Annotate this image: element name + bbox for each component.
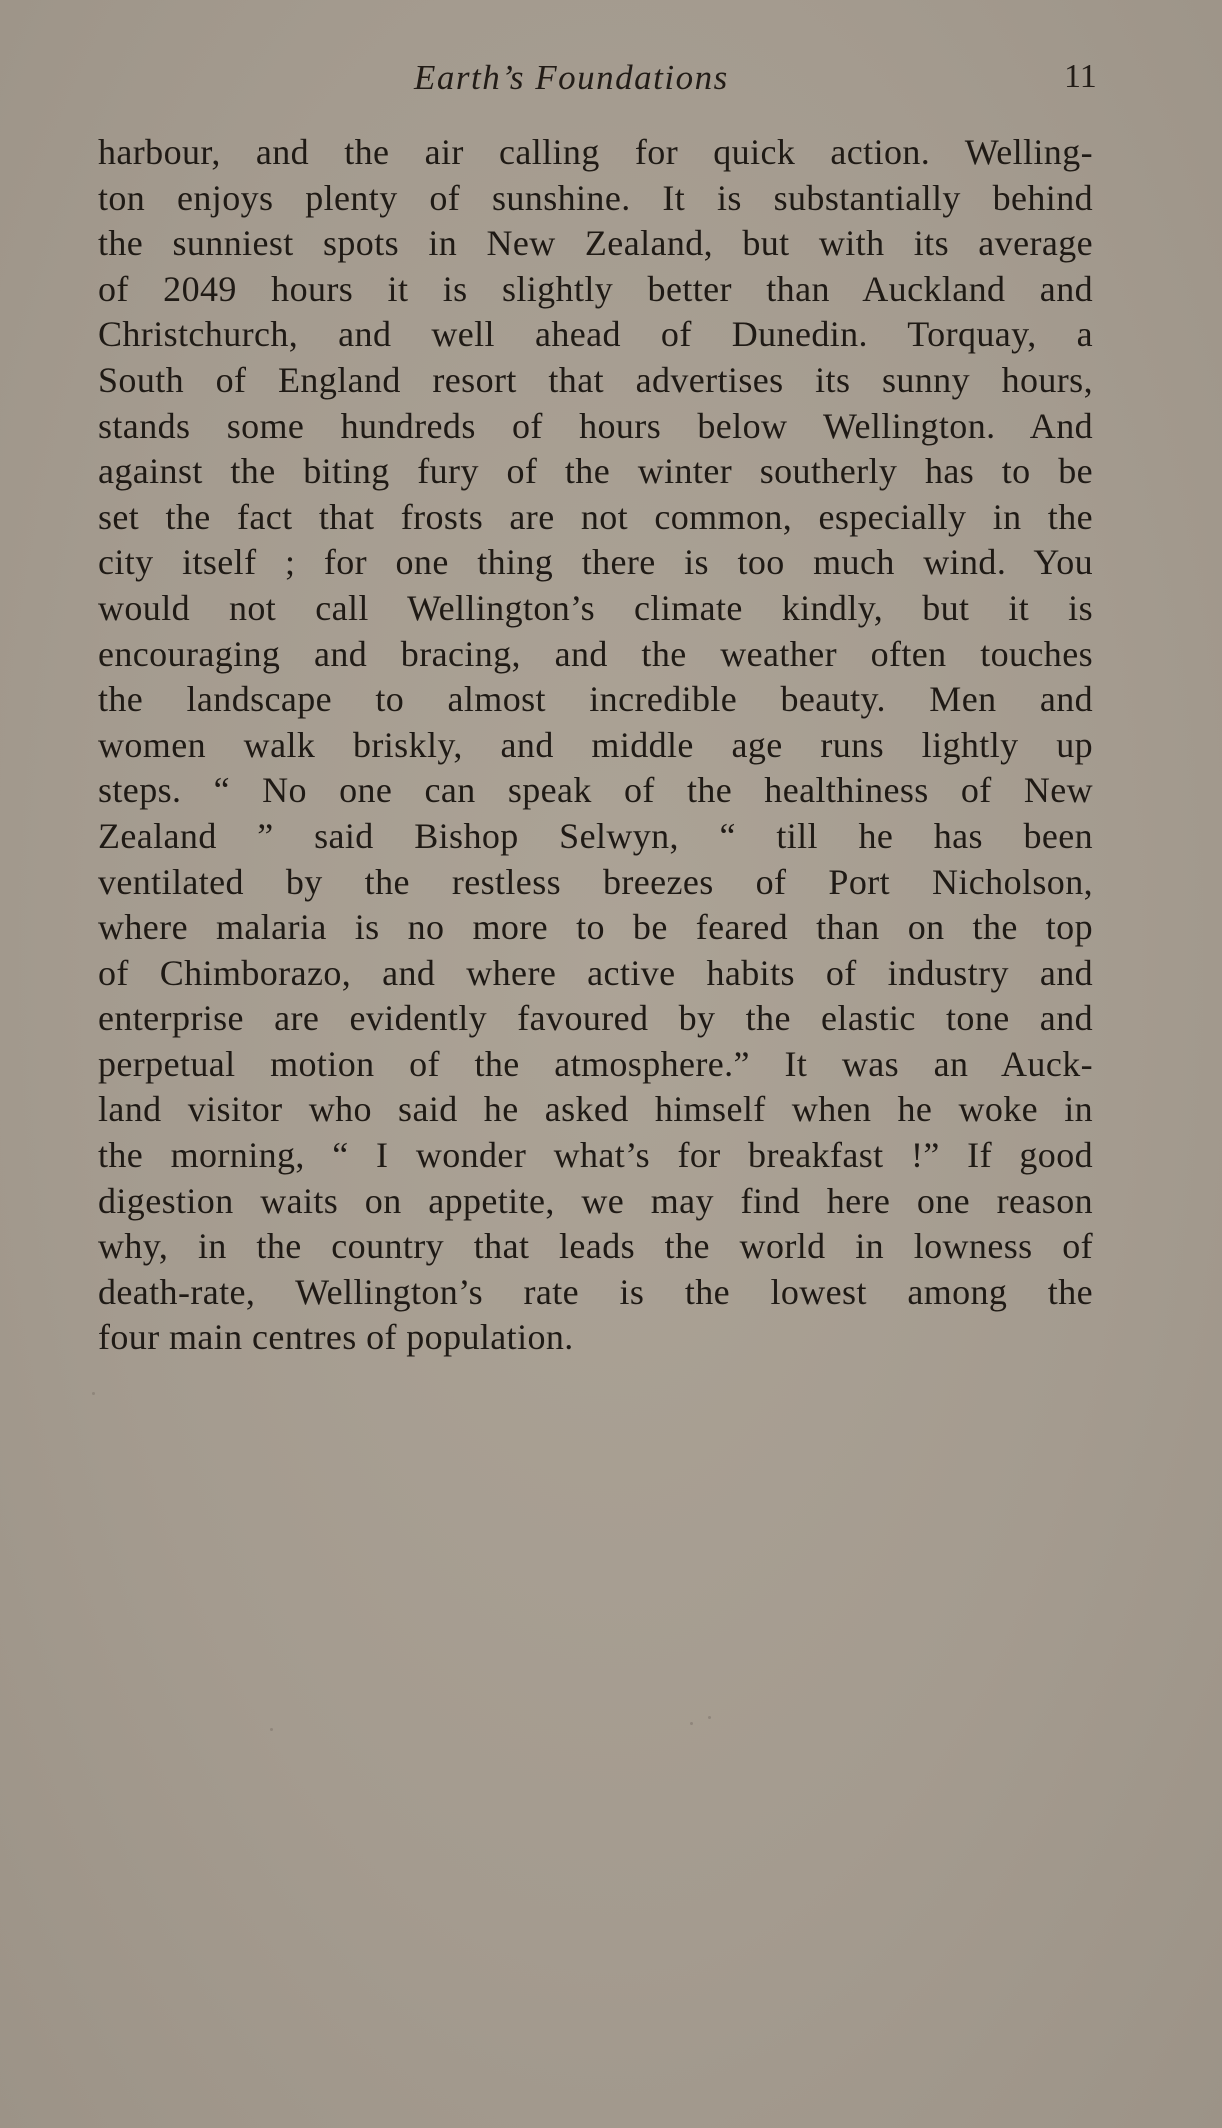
- text-line: encouraging and bracing, and the weather often touches: [98, 633, 1093, 674]
- page-number: 11: [1064, 58, 1097, 95]
- paper-speck: [690, 1722, 693, 1725]
- text-line: the sunniest spots in New Zealand, but with its average: [98, 223, 1093, 264]
- text-line: would not call Wellington’s climate kindly, but it is: [98, 587, 1093, 628]
- text-line: digestion waits on appetite, we may find here one reason: [98, 1180, 1093, 1221]
- text-line: Christchurch, and well ahead of Dunedin. Torquay, a: [98, 314, 1093, 355]
- text-line: women walk briskly, and middle age runs lightly up: [98, 724, 1093, 765]
- text-line: perpetual motion of the atmosphere.” It was an Auck-: [98, 1043, 1093, 1084]
- text-line: of 2049 hours it is slightly better than Auckland and: [98, 268, 1093, 309]
- text-line: city itself ; for one thing there is too much wind. You: [98, 542, 1093, 583]
- text-line: the landscape to almost incredible beauty. Men and: [98, 679, 1093, 720]
- text-line: against the biting fury of the winter southerly has to be: [98, 451, 1093, 492]
- text-line: of Chimborazo, and where active habits of industry and: [98, 952, 1093, 993]
- text-line: South of England resort that advertises its sunny hours,: [98, 359, 1093, 400]
- text-line: where malaria is no more to be feared than on the top: [98, 907, 1093, 948]
- text-line: Zealand ” said Bishop Selwyn, “ till he has been: [98, 815, 1093, 856]
- text-line: death-rate, Wellington’s rate is the lowest among the: [98, 1271, 1093, 1312]
- text-line: steps. “ No one can speak of the healthiness of New: [98, 770, 1093, 811]
- text-line: harbour, and the air calling for quick action. Welling-: [98, 132, 1093, 172]
- text-line: land visitor who said he asked himself when he woke in: [98, 1089, 1093, 1130]
- text-line: the morning, “ I wonder what’s for breakfast !” If good: [98, 1135, 1093, 1176]
- paper-speck: [270, 1728, 273, 1731]
- running-head: [0, 58, 1222, 108]
- text-line: set the fact that frosts are not common, especially in the: [98, 496, 1093, 537]
- paper-speck: [708, 1716, 711, 1719]
- paper-speck: [92, 1392, 95, 1395]
- text-line: enterprise are evidently favoured by the elastic tone and: [98, 998, 1093, 1039]
- text-line: why, in the country that leads the world in lowness of: [98, 1226, 1093, 1267]
- body-text: [98, 130, 1093, 1361]
- text-line: ton enjoys plenty of sunshine. It is substantially behind: [98, 177, 1093, 218]
- text-line: four main centres of population.: [98, 1317, 574, 1358]
- running-title: Earth’s Foundations: [414, 58, 729, 97]
- text-line: stands some hundreds of hours below Wellington. And: [98, 405, 1093, 446]
- text-line: ventilated by the restless breezes of Port Nicholson,: [98, 861, 1093, 902]
